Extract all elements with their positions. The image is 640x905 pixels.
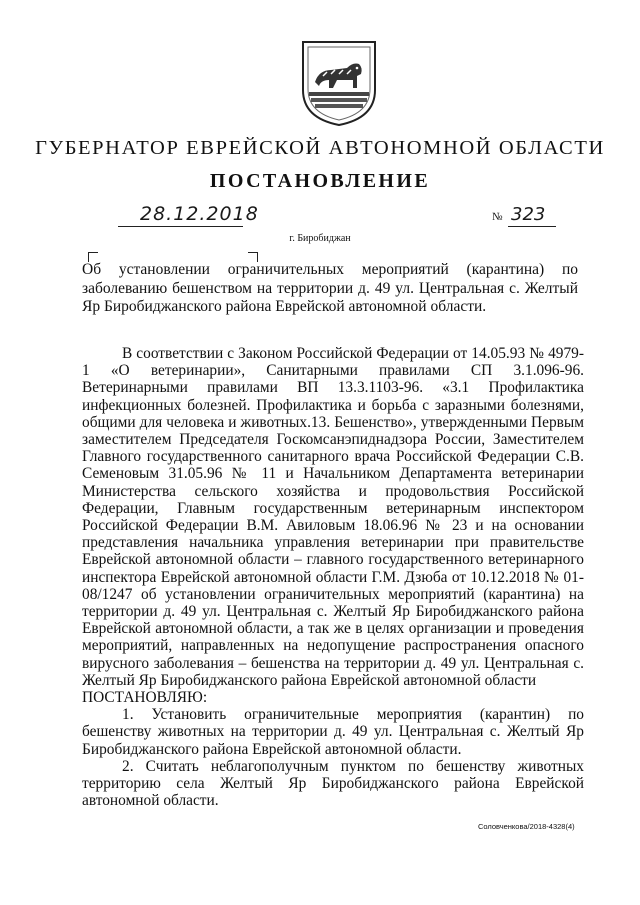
document-number: 323 (511, 204, 546, 225)
date-underline (118, 226, 243, 227)
decree-heading: ПОСТАНОВЛЯЮ: (82, 689, 208, 707)
document-body (82, 345, 584, 809)
decree-item: 1. Установить ограничительные мероприятия (карантин) по бешенству животных на территории д. 49 ул. Центральная с. Желтый Яр Биробиджанского района Еврейской автономной области. (82, 706, 584, 758)
authority-header: ГУБЕРНАТОР ЕВРЕЙСКОЙ АВТОНОМНОЙ ОБЛАСТИ (35, 137, 605, 159)
number-underline (508, 226, 556, 227)
document-date: 28.12.2018 (140, 203, 259, 225)
city-label: г. Биробиджан (289, 233, 351, 244)
coat-of-arms-emblem-icon (301, 40, 377, 126)
number-prefix: № (492, 211, 503, 223)
preamble-paragraph: В соответствии с Законом Российской Федерации от 14.05.93 № 4979-1 «О ветеринарии», Санитарными правилами СП 3.1.096-96. Ветеринарными правилами ВП 13.3.1103-96. «3.1 Профилактика инфекционных болезней. Профилактика и борьба с заразными болезнями, общими для человека и животных.13. Бешенство», утвержденными Первым заместителем Председателя Госкомсанэпиднадзора России, Заместителем Главного государственного санитарного врача Российской Федерации С.В. Семеновым 31.05.96 № 11 и Начальником Департамента ветеринарии Министерства сельского хозяйства и продовольствия Российской Федерации, Главным государственным ветеринарным инспектором Российской Федерации В.М. Авиловым 18.06.96 № 23 и на основании представления начальника управления ветеринарии при правительстве Еврейской автономной области – главного государственного ветеринарного инспектора Еврейской автономной области Г.М. Дзюба от 10.12.2018 № 01-08/1247 об установлении ограничительных мероприятий (карантина) на территории д. 49 ул. Центральная с. Желтый Яр Биробиджанского района Еврейской автономной области, а так же в целях организации и проведения мероприятий, направленных на недопущение распространения опасного вирусного заболевания – бешенства на территории д. 49 ул. Центральная с. Желтый Яр Биробиджанского района Еврейской автономной области (82, 345, 584, 689)
document-title: Об установлении ограничительных мероприятий (карантина) по заболеванию бешенством на территории д. 49 ул. Центральная с. Желтый Яр Биробиджанского района Еврейской автономной области. (82, 261, 578, 315)
decree-item: 2. Считать неблагополучным пунктом по бешенству животных территорию села Желтый Яр Биробиджанского района Еврейской автономной области. (82, 757, 584, 810)
document-type: ПОСТАНОВЛЕНИЕ (209, 170, 431, 192)
executor-code: Соловченкова/2018-4328(4) (478, 822, 575, 831)
